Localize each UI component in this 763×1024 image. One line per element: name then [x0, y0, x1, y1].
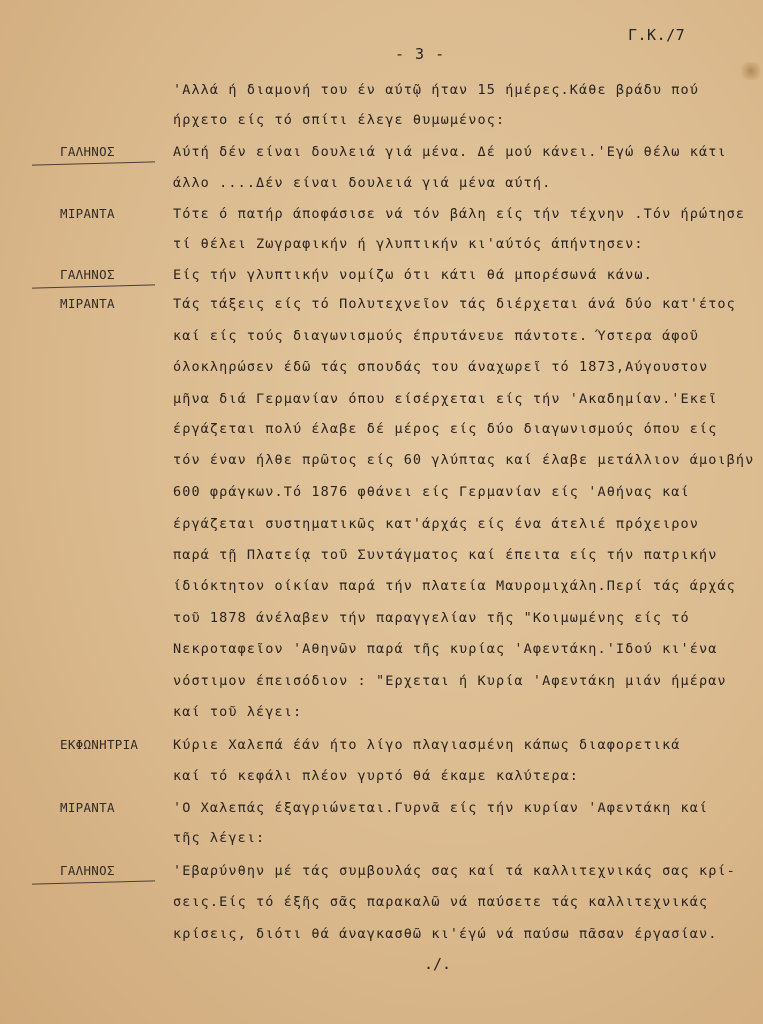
speaker-name: ΓΑΛΗΝΟΣ [60, 863, 115, 878]
dialogue-line: τόν έναν ήλθε πρῶτος είς 60 γλύπτας καί έλαβε μετάλλιον άμοιβήν [173, 452, 755, 468]
dialogue-line: παρά τῇ Πλατείᾳ τοῦ Συντάγματος καί έπειτα είς τήν πατρικήν [173, 547, 718, 563]
script-row [0, 894, 763, 924]
script-row [0, 800, 763, 830]
dialogue-line: 'Αλλά ή διαμονή του έν αύτῷ ήταν 15 ήμέρες.Κάθε βράδυ πού [173, 82, 699, 98]
page-number: - 3 - [395, 45, 446, 63]
dialogue-line: καί τοῦ λέγει: [173, 704, 303, 720]
dialogue-line: έργάζεται πολύ έλαβε δέ μέρος είς δύο διαγωνισμούς όπου είς [173, 421, 718, 437]
script-row [0, 112, 763, 142]
script-row [0, 484, 763, 514]
dialogue-line: 'Εβαρύνθην μέ τάς συμβουλάς σας καί τά καλλιτεχνικάς σας κρί- [173, 863, 736, 879]
script-row [0, 547, 763, 577]
speaker-name: ΜΙΡΑΝΤΑ [60, 206, 115, 221]
dialogue-line: Αύτή δέν είναι δουλειά γιά μένα. Δέ μού κάνει.'Εγώ θέλω κάτι [173, 144, 727, 160]
script-row [0, 926, 763, 956]
dialogue-line: σεις.Είς τό έξῆς σᾶς παρακαλῶ νά παύσετε τάς καλλιτεχνικάς [173, 894, 709, 910]
dialogue-line: Είς τήν γλυπτικήν νομίζω ότι κάτι θά μπορέσωνά κάνω. [173, 267, 653, 283]
dialogue-line: Νεκροταφεῖον 'Αθηνῶν παρά τῆς κυρίας 'Αφεντάκη.'Ιδού κι'ένα [173, 641, 718, 657]
dialogue-line: Τάς τάξεις είς τό Πολυτεχνεῖον τάς διέρχεται άνά δύο κατ'έτος [173, 296, 736, 312]
dialogue-line: τοῦ 1878 άνέλαβεν τήν παραγγελίαν τῆς "Κοιμωμένης είς τό [173, 610, 690, 626]
script-row [0, 236, 763, 266]
dialogue-line: τί θέλει Ζωγραφικήν ή γλυπτικήν κι'αύτός άπήντησεν: [173, 236, 644, 252]
script-row [0, 737, 763, 767]
script-row [0, 641, 763, 671]
dialogue-line: μῆνα διά Γερμανίαν όπου είσέρχεται είς τήν 'Ακαδημίαν.'Εκεῖ [173, 391, 718, 407]
script-row [0, 768, 763, 798]
dialogue-line: ήρχετο είς τό σπίτι έλεγε θυμωμένος: [173, 112, 506, 128]
dialogue-line: Τότε ό πατήρ άποφάσισε νά τόν βάλη είς τήν τέχνην .Τόν ήρώτησε [173, 206, 746, 222]
script-row [0, 830, 763, 860]
dialogue-line: καί τό κεφάλι πλέον γυρτό θά έκαμε καλύτερα: [173, 768, 580, 784]
speaker-name: ΜΙΡΑΝΤΑ [60, 296, 115, 311]
script-row [0, 863, 763, 893]
paper-stain [738, 62, 763, 80]
dialogue-line: έργάζεται συστηματικῶς κατ'άρχάς είς ένα άτελιέ πρόχειρον [173, 516, 699, 532]
script-row [0, 359, 763, 389]
script-row [0, 421, 763, 451]
dialogue-line: άλλο ....Δέν είναι δουλειά γιά μένα αύτή. [173, 175, 552, 191]
dialogue-line: 600 φράγκων.Τό 1876 φθάνει είς Γερμανίαν είς 'Αθήνας καί [173, 484, 690, 500]
script-row [0, 391, 763, 421]
dialogue-line: κρίσεις, διότι θά άναγκασθῶ κι'έγώ νά παύσω πᾶσαν έργασίαν. [173, 926, 718, 942]
dialogue-line: τῆς λέγει: [173, 830, 266, 846]
script-row [0, 610, 763, 640]
dialogue-line: καί είς τούς διαγωνισμούς έπρυτάνευε πάντοτε. Ύστερα άφοῦ [173, 328, 699, 344]
dialogue-line: 'Ο Χαλεπάς έξαγριώνεται.Γυρνᾶ είς τήν κυρίαν 'Αφεντάκη καί [173, 800, 709, 816]
speaker-name: ΓΑΛΗΝΟΣ [60, 267, 115, 282]
dialogue-line: όλοκληρώσεν έδῶ τάς σπουδάς του άναχωρεῖ τό 1873,Αύγουστον [173, 359, 709, 375]
script-row [0, 296, 763, 326]
dialogue-line: νόστιμον έπεισόδιον : "Ερχεται ή Κυρία 'Αφεντάκη μιάν ήμέραν [173, 673, 727, 689]
speaker-name: ΜΙΡΑΝΤΑ [60, 800, 115, 815]
speaker-name: ΕΚΦΩΝΗΤΡΙΑ [60, 737, 139, 752]
script-row [0, 267, 763, 297]
script-row [0, 82, 763, 112]
dialogue-line: ίδιόκτητον οίκίαν παρά τήν πλατεία Μαυρομιχάλη.Περί τάς άρχάς [173, 578, 736, 594]
script-row [0, 452, 763, 482]
script-row [0, 704, 763, 734]
speaker-name: ΓΑΛΗΝΟΣ [60, 144, 115, 159]
script-row [0, 144, 763, 174]
script-row [0, 328, 763, 358]
script-row [0, 206, 763, 236]
script-row [0, 175, 763, 205]
script-row [0, 578, 763, 608]
dialogue-line: Κύριε Χαλεπά έάν ήτο λίγο πλαγιασμένη κάπως διαφορετικά [173, 737, 681, 753]
script-row [0, 673, 763, 703]
script-row [0, 516, 763, 546]
document-code: Γ.Κ./7 [628, 26, 686, 44]
end-mark: ./. [424, 955, 452, 973]
